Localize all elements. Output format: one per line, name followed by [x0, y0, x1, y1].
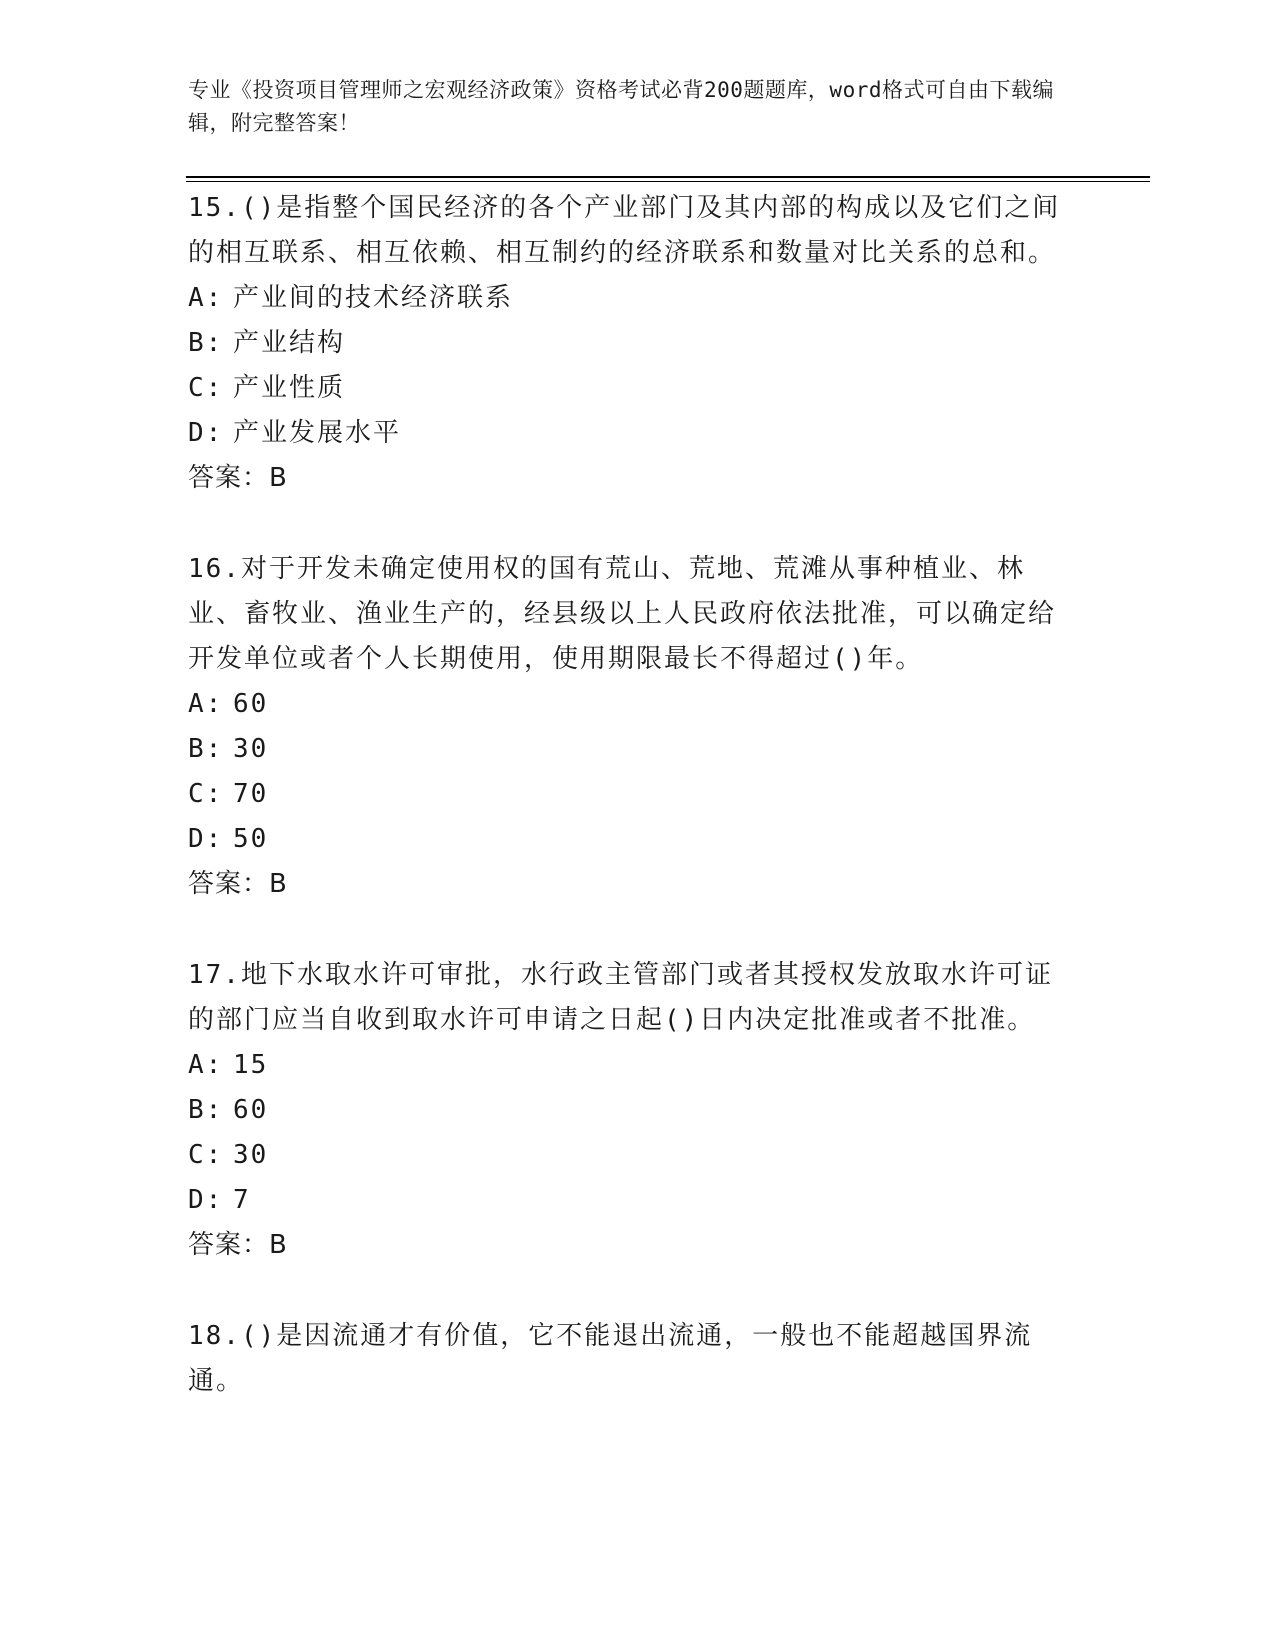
- answer-line: [188, 1223, 1078, 1268]
- option-list: [188, 1043, 1078, 1223]
- option-a: [188, 276, 1078, 321]
- option-a: [188, 682, 1078, 727]
- option-letter: D:: [188, 1185, 224, 1215]
- option-letter: C:: [188, 779, 224, 809]
- question-stem: 17.地下水取水许可审批，水行政主管部门或者其授权发放取水许可证的部门应当自收到取水许可申请之日起()日内决定批准或者不批准。: [188, 960, 1053, 1035]
- question-18: [188, 1314, 1078, 1404]
- document-header: 专业《投资项目管理师之宏观经济政策》资格考试必背200题题库，word格式可自由下载编辑，附完整答案！: [188, 78, 1054, 135]
- option-letter: D:: [188, 418, 224, 448]
- option-letter: B:: [188, 734, 224, 764]
- answer-label: 答案：: [188, 463, 270, 493]
- option-text: 15: [233, 1050, 269, 1080]
- answer-value: B: [269, 869, 288, 899]
- header-rule-thick: [186, 176, 1150, 178]
- answer-line: [188, 862, 1078, 907]
- option-list: [188, 682, 1078, 862]
- option-text: 30: [233, 734, 269, 764]
- option-b: [188, 1088, 1078, 1133]
- question-stem: 16.对于开发未确定使用权的国有荒山、荒地、荒滩从事种植业、林业、畜牧业、渔业生产的，经县级以上人民政府依法批准，可以确定给开发单位或者个人长期使用，使用期限最长不得超过()年。: [188, 554, 1057, 674]
- question-15: [188, 186, 1078, 501]
- option-b: [188, 727, 1078, 772]
- option-letter: C:: [188, 373, 224, 403]
- option-text: 70: [233, 779, 269, 809]
- option-d: [188, 1178, 1078, 1223]
- option-text: 50: [233, 824, 269, 854]
- option-text: 产业结构: [233, 328, 346, 358]
- question-list: [188, 186, 1078, 1450]
- option-d: [188, 817, 1078, 862]
- answer-value: B: [269, 463, 288, 493]
- option-c: [188, 772, 1078, 817]
- answer-label: 答案：: [188, 869, 270, 899]
- header-rule-thin: [186, 181, 1150, 182]
- option-list: [188, 276, 1078, 456]
- option-c: [188, 1133, 1078, 1178]
- answer-line: [188, 456, 1078, 501]
- option-letter: A:: [188, 283, 224, 313]
- option-letter: D:: [188, 824, 224, 854]
- option-d: [188, 411, 1078, 456]
- option-text: 60: [233, 689, 269, 719]
- option-text: 7: [233, 1185, 251, 1215]
- option-letter: C:: [188, 1140, 224, 1170]
- answer-value: B: [269, 1230, 288, 1260]
- option-letter: B:: [188, 1095, 224, 1125]
- option-letter: A:: [188, 689, 224, 719]
- option-text: 60: [233, 1095, 269, 1125]
- question-stem: 18.()是因流通才有价值，它不能退出流通，一般也不能超越国界流通。: [188, 1321, 1033, 1396]
- option-letter: A:: [188, 1050, 224, 1080]
- option-letter: B:: [188, 328, 224, 358]
- option-b: [188, 321, 1078, 366]
- option-c: [188, 366, 1078, 411]
- question-17: [188, 953, 1078, 1268]
- answer-label: 答案：: [188, 1230, 270, 1260]
- option-text: 产业发展水平: [233, 418, 402, 448]
- option-text: 产业性质: [233, 373, 346, 403]
- question-16: [188, 547, 1078, 907]
- option-text: 产业间的技术经济联系: [233, 283, 514, 313]
- question-stem: 15.()是指整个国民经济的各个产业部门及其内部的构成以及它们之间的相互联系、相互依赖、相互制约的经济联系和数量对比关系的总和。: [188, 193, 1061, 268]
- option-a: [188, 1043, 1078, 1088]
- option-text: 30: [233, 1140, 269, 1170]
